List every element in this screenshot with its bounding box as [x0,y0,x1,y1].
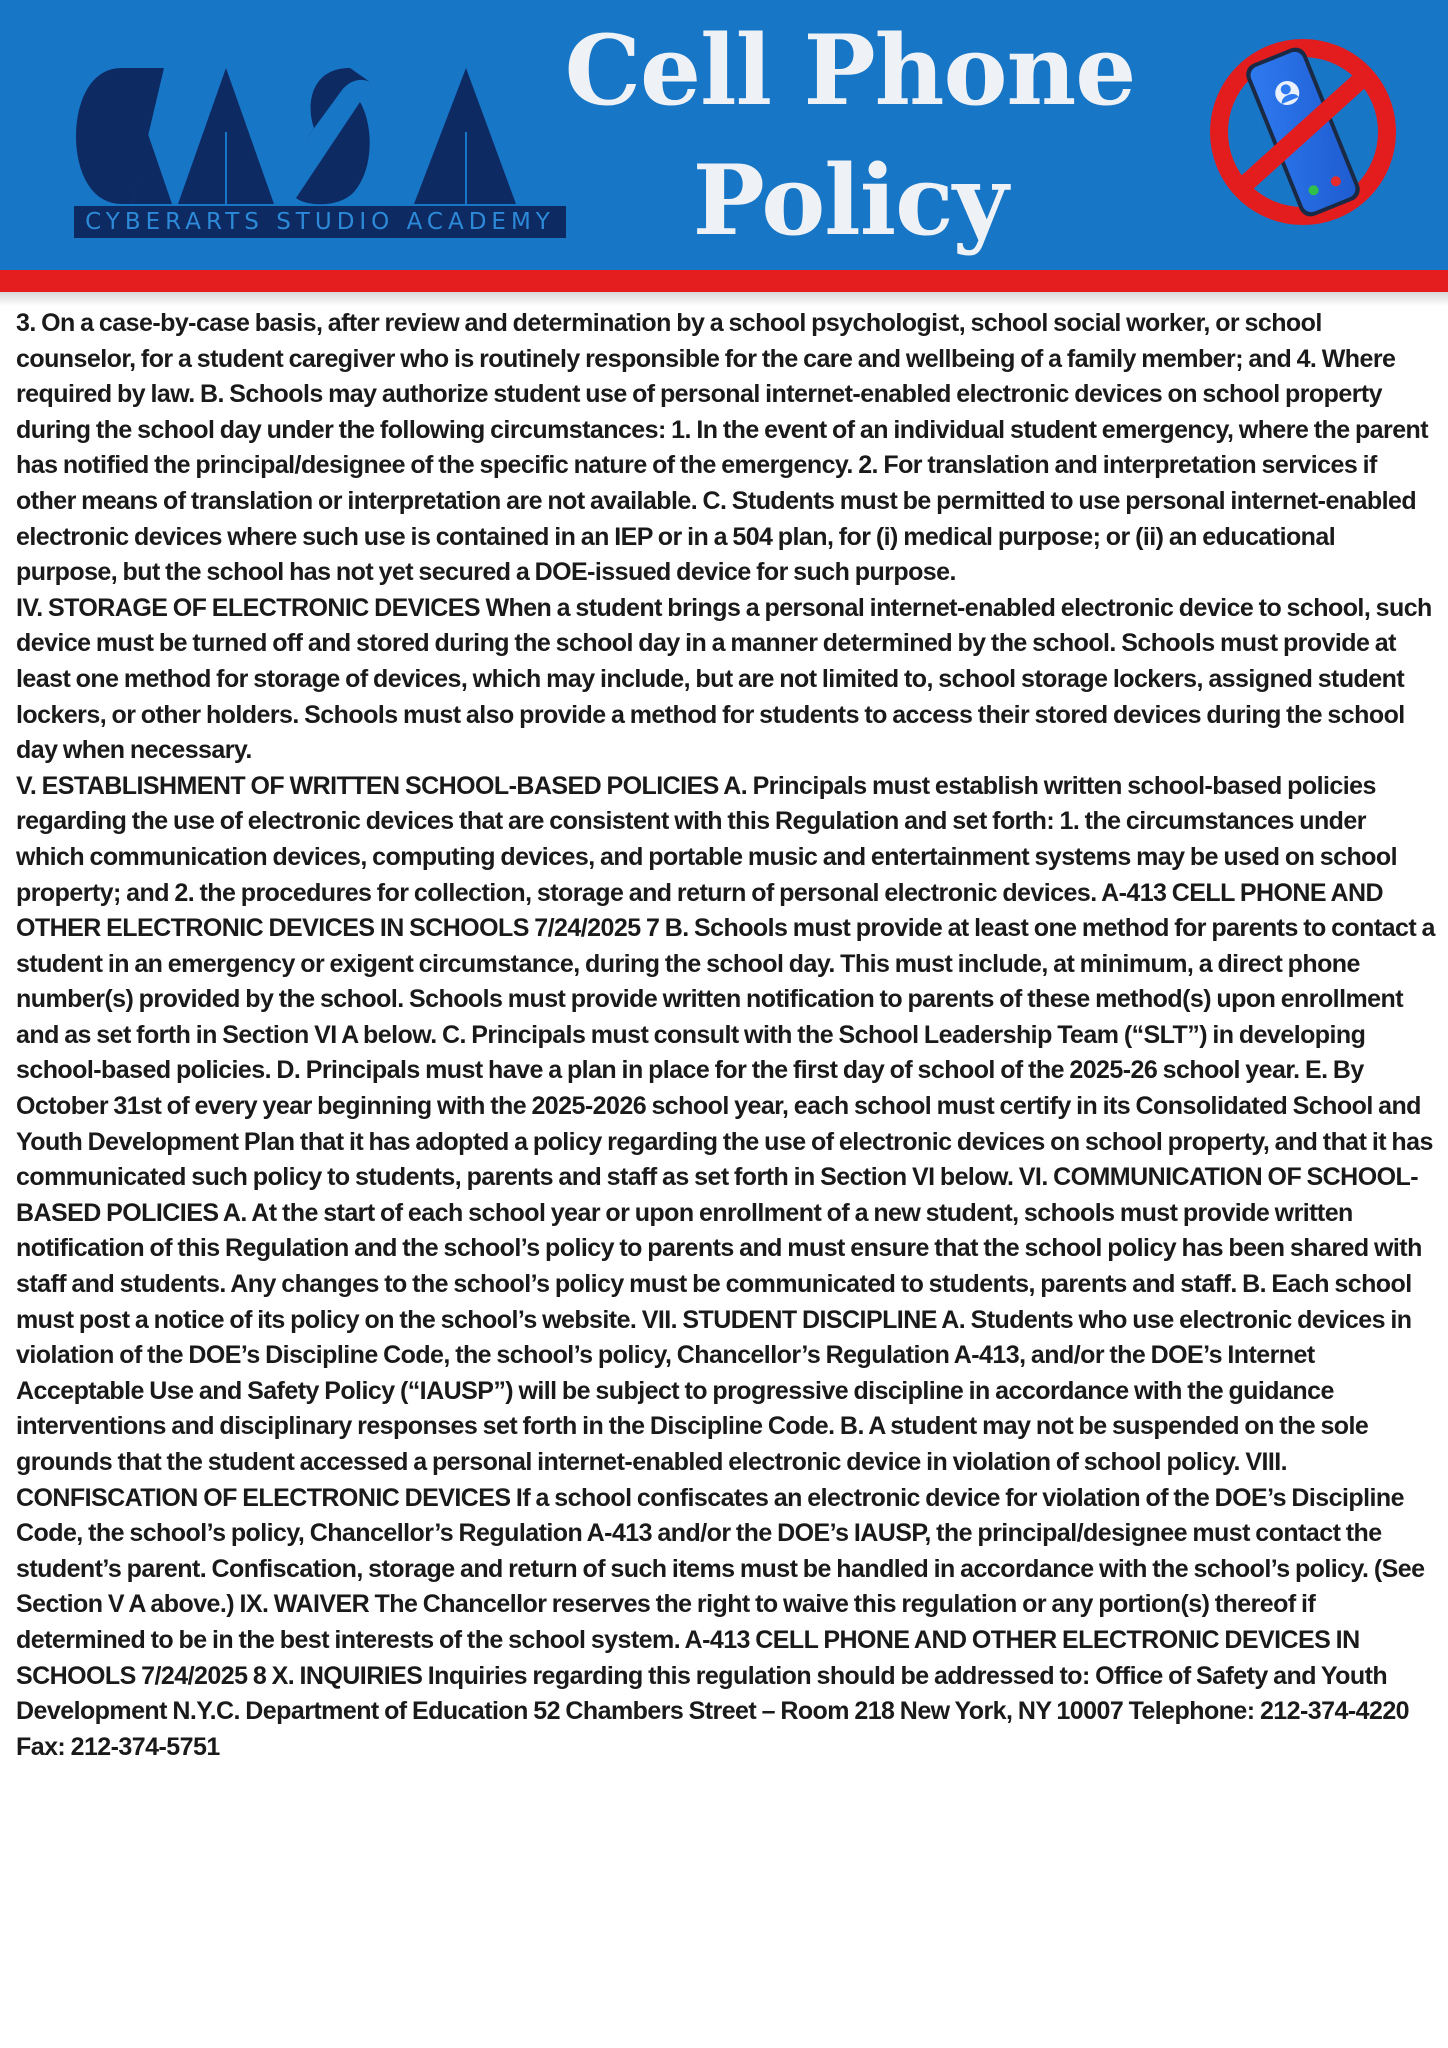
page-title [560,6,1140,266]
header-banner [0,0,1448,270]
title-line-1: Cell Phone [564,14,1136,127]
policy-paragraph: 3. On a case-by-case basis, after review and determination by a school psychologist, school social worker, or school counselor, for a student caregiver who is routinely responsible for the care and wellbeing of a family member; and 4. Where required by law. B. Schools may authorize student use of personal internet-enabled electronic devices on school property during the school day under the following circumstances: 1. In the event of an individual student emergency, where the parent has notified the principal/designee of the specific nature of the emergency. 2. For translation and interpretation services if other means of translation or interpretation are not available. C. Students must be permitted to use personal internet-enabled electronic devices where such use is contained in an IEP or in a 504 plan, for (i) medical purpose; or (ii) an educational purpose, but the school has not yet secured a DOE-issued device for such purpose. [16,309,1429,587]
no-phone-icon [1205,32,1405,232]
logo-subtitle: CYBERARTS STUDIO ACADEMY [74,206,566,238]
policy-paragraph: V. ESTABLISHMENT OF WRITTEN SCHOOL-BASED POLICIES A. Principals must establish written school-based policies regarding the use of electronic devices that are consistent with this Regulation and set forth: 1. the circumstances under which communication devices, computing devices, and portable music and entertainment systems may be used on school property; and 2. the procedures for collection, storage and return of personal electronic devices. A-413 CELL PHONE AND OTHER ELECTRONIC DEVICES IN SCHOOLS 7/24/2025 7 B. Schools must provide at least one method for parents to contact a student in an emergency or exigent circumstance, during the school day. This must include, at minimum, a direct phone number(s) provided by the school. Schools must provide written notification to parents of these method(s) upon enrollment and as set forth in Section VI A below. C. Principals must consult with the School Leadership Team (“SLT”) in developing school-based policies. D. Principals must have a plan in place for the first day of school of the 2025-26 school year. E. By October 31st of every year beginning with the 2025-2026 school year, each school must certify in its Consolidated School and Youth Development Plan that it has adopted a policy regarding the use of electronic devices on school property, and that it has communicated such policy to students, parents and staff as set forth in Section VI below. VI. COMMUNICATION OF SCHOOL-BASED POLICIES A. At the start of each school year or upon enrollment of a new student, schools must provide written notification of this Regulation and the school’s policy to parents and must ensure that the school policy has been shared with staff and students. Any changes to the school’s policy must be communicated to students, parents and staff. B. Each school must post a notice of its policy on the school’s website. VII. STUDENT DISCIPLINE A. Students who use electronic devices in violation of the DOE’s Discipline Code, the school’s policy, Chancellor’s Regulation A-413, and/or the DOE’s Internet Acceptable Use and Safety Policy (“IAUSP”) will be subject to progressive discipline in accordance with the guidance interventions and disciplinary responses set forth in the Discipline Code. B. A student may not be suspended on the sole grounds that the student accessed a personal internet-enabled electronic device in violation of school policy. VIII. CONFISCATION OF ELECTRONIC DEVICES If a school confiscates an electronic device for violation of the DOE’s Discipline Code, the school’s policy, Chancellor’s Regulation A-413 and/or the DOE’s IAUSP, the principal/designee must contact the student’s parent. Confiscation, storage and return of such items must be handled in accordance with the school’s policy. (See Section V A above.) IX. WAIVER The Chancellor reserves the right to waive this regulation or any portion(s) thereof if determined to be in the best interests of the school system. A-413 CELL PHONE AND OTHER ELECTRONIC DEVICES IN SCHOOLS 7/24/2025 8 X. INQUIRIES Inquiries regarding this regulation should be addressed to: Office of Safety and Youth Development N.Y.C. Department of Education 52 Chambers Street – Room 218 New York, NY 10007 Telephone: 212-374-4220 Fax: 212-374-5751 [16,771,1435,1761]
casa-logo-letters-icon [74,66,566,206]
header-shadow [0,292,1448,306]
red-accent-bar [0,270,1448,292]
policy-text [16,306,1436,1765]
casa-logo [74,66,566,242]
policy-paragraph: IV. STORAGE OF ELECTRONIC DEVICES When a student brings a personal internet-enabled electronic device to school, such device must be turned off and stored during the school day in a manner determined by the school. Schools must provide at least one method for storage of devices, which may include, but are not limited to, school storage lockers, assigned student lockers, or other holders. Schools must also provide a method for students to access their stored devices during the school day when necessary. [16,593,1432,765]
title-line-2: Policy [692,144,1008,257]
